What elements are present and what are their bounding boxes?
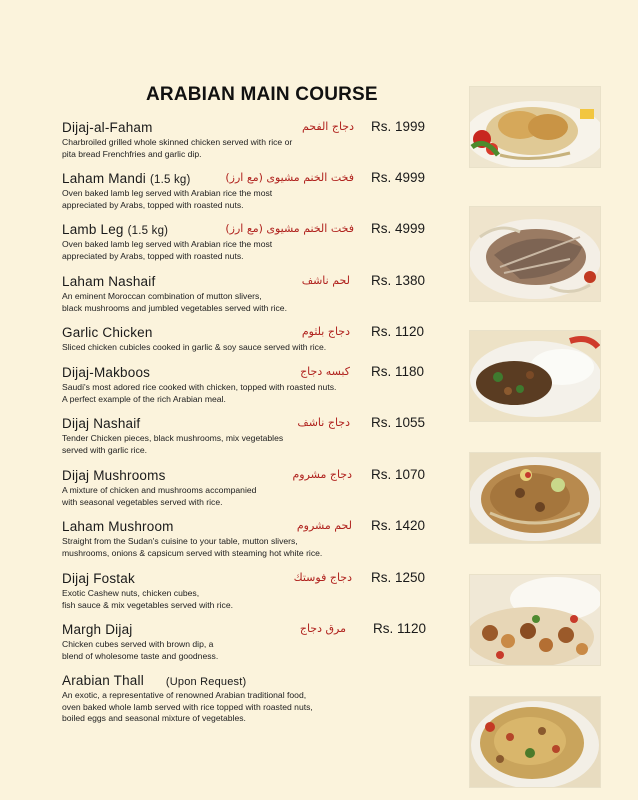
item-price: Rs. 1120 <box>371 324 425 339</box>
item-name: Dijaj Mushrooms <box>62 468 166 483</box>
menu-item-dijaj-mushrooms <box>62 467 432 508</box>
menu-title: ARABIAN MAIN COURSE <box>146 84 378 105</box>
item-description: Sliced chicken cubicles cooked in garlic & soy sauce served with rice. <box>62 342 327 352</box>
item-description: Charbroiled grilled whole skinned chicken served with rice or pita bread Frenchfries and garlic dip. <box>62 137 293 159</box>
upon-request-note: (Upon Request) <box>165 676 247 688</box>
item-arabic-name: دجاج ناشف <box>297 416 350 429</box>
menu-item-dijaj-fostak <box>62 570 432 611</box>
menu-item-laham-mandi <box>62 170 432 211</box>
item-price: Rs. 1420 <box>371 518 426 533</box>
item-arabic-name: فخت الخنم مشيوى (مع ارز) <box>225 171 354 184</box>
item-description: An exotic, a representative of renowned Arabian traditional food, oven baked whole lamb served with rice topped with roasted nuts, boiled eggs and seasonal mixture of vegetables. <box>62 690 313 723</box>
item-arabic-name: دجاج بلثوم <box>301 325 350 338</box>
item-arabic-name: مرق دجاج <box>299 622 346 635</box>
item-description: A mixture of chicken and mushrooms accompanied with seasonal vegetables served with rice. <box>62 485 257 507</box>
item-name: Arabian Thall (Upon Request) <box>62 673 247 688</box>
garlic-chicken-photo <box>469 330 601 422</box>
item-arabic-name: فخت الخنم مشيوى (مع ارز) <box>225 222 354 235</box>
item-description: Oven baked lamb leg served with Arabian rice the most appreciated by Arabs, topped with roasted nuts. <box>62 239 273 261</box>
item-description: Exotic Cashew nuts, chicken cubes, fish sauce & mix vegetables served with rice. <box>62 588 233 610</box>
item-price: Rs. 1055 <box>371 415 426 430</box>
item-name: Laham Nashaif <box>62 274 156 289</box>
menu-item-arabian-thall <box>62 672 432 725</box>
item-name: Laham Mushroom <box>62 519 174 534</box>
menu-item-dijaj-nashaif <box>62 415 432 456</box>
item-price: Rs. 1250 <box>371 570 426 585</box>
cashew-chicken-photo <box>469 574 601 666</box>
lamb-leg-photo <box>469 206 601 302</box>
item-description: Oven baked lamb leg served with Arabian rice the most appreciated by Arabs, topped with roasted nuts. <box>62 188 273 210</box>
item-name: Margh Dijaj <box>62 622 133 637</box>
arabian-rice-photo <box>469 696 601 788</box>
item-description: Saudi's most adored rice cooked with chicken, topped with roasted nuts. A perfect example of the rich Arabian meal. <box>62 382 337 404</box>
menu-item-margh-dijaj <box>62 621 432 662</box>
item-arabic-name: كبسه دجاج <box>300 365 350 378</box>
mushroom-rice-photo <box>469 452 601 544</box>
item-name: Lamb Leg (1.5 kg) <box>62 222 169 237</box>
item-price: Rs. 1380 <box>371 273 426 288</box>
menu-item-dijaj-makboos <box>62 364 432 405</box>
item-description: Tender Chicken pieces, black mushrooms, mix vegetables served with garlic rice. <box>62 433 284 455</box>
item-name: Garlic Chicken <box>62 325 153 340</box>
item-price: Rs. 1120 <box>373 621 427 636</box>
menu-item-dijaj-al-faham <box>62 119 432 160</box>
item-name: Dijaj-Makboos <box>62 365 151 380</box>
item-name: Dijaj Nashaif <box>62 416 141 431</box>
item-price: Rs. 1999 <box>371 119 426 134</box>
item-arabic-name: دجاج مشروم <box>292 468 352 481</box>
grilled-chicken-photo <box>469 86 601 168</box>
item-description: Straight from the Sudan's cuisine to your table, mutton slivers, mushrooms, onions & capsicum served with steaming hot white rice. <box>62 536 323 558</box>
item-arabic-name: دجاج الفحم <box>301 120 354 133</box>
item-price: Rs. 1070 <box>371 467 426 482</box>
menu-item-garlic-chicken <box>62 324 432 354</box>
item-description: Chicken cubes served with brown dip, a blend of wholesome taste and goodness. <box>62 639 219 661</box>
item-price: Rs. 1180 <box>371 364 425 379</box>
item-description: An eminent Moroccan combination of mutton slivers, black mushrooms and jumbled vegetables served with rice. <box>62 291 287 313</box>
item-price: Rs. 4999 <box>371 170 426 185</box>
item-arabic-name: دجاج فوستك <box>293 571 352 584</box>
item-arabic-name: لحم مشروم <box>296 519 352 532</box>
menu-item-laham-nashaif <box>62 273 432 314</box>
menu-item-lamb-leg <box>62 221 432 262</box>
item-price: Rs. 4999 <box>371 221 426 236</box>
menu-item-laham-mushroom <box>62 518 432 559</box>
item-arabic-name: لحم ناشف <box>301 274 350 287</box>
item-name: Dijaj-al-Faham <box>62 120 153 135</box>
item-name: Dijaj Fostak <box>62 571 135 586</box>
item-name: Laham Mandi (1.5 kg) <box>62 171 191 186</box>
